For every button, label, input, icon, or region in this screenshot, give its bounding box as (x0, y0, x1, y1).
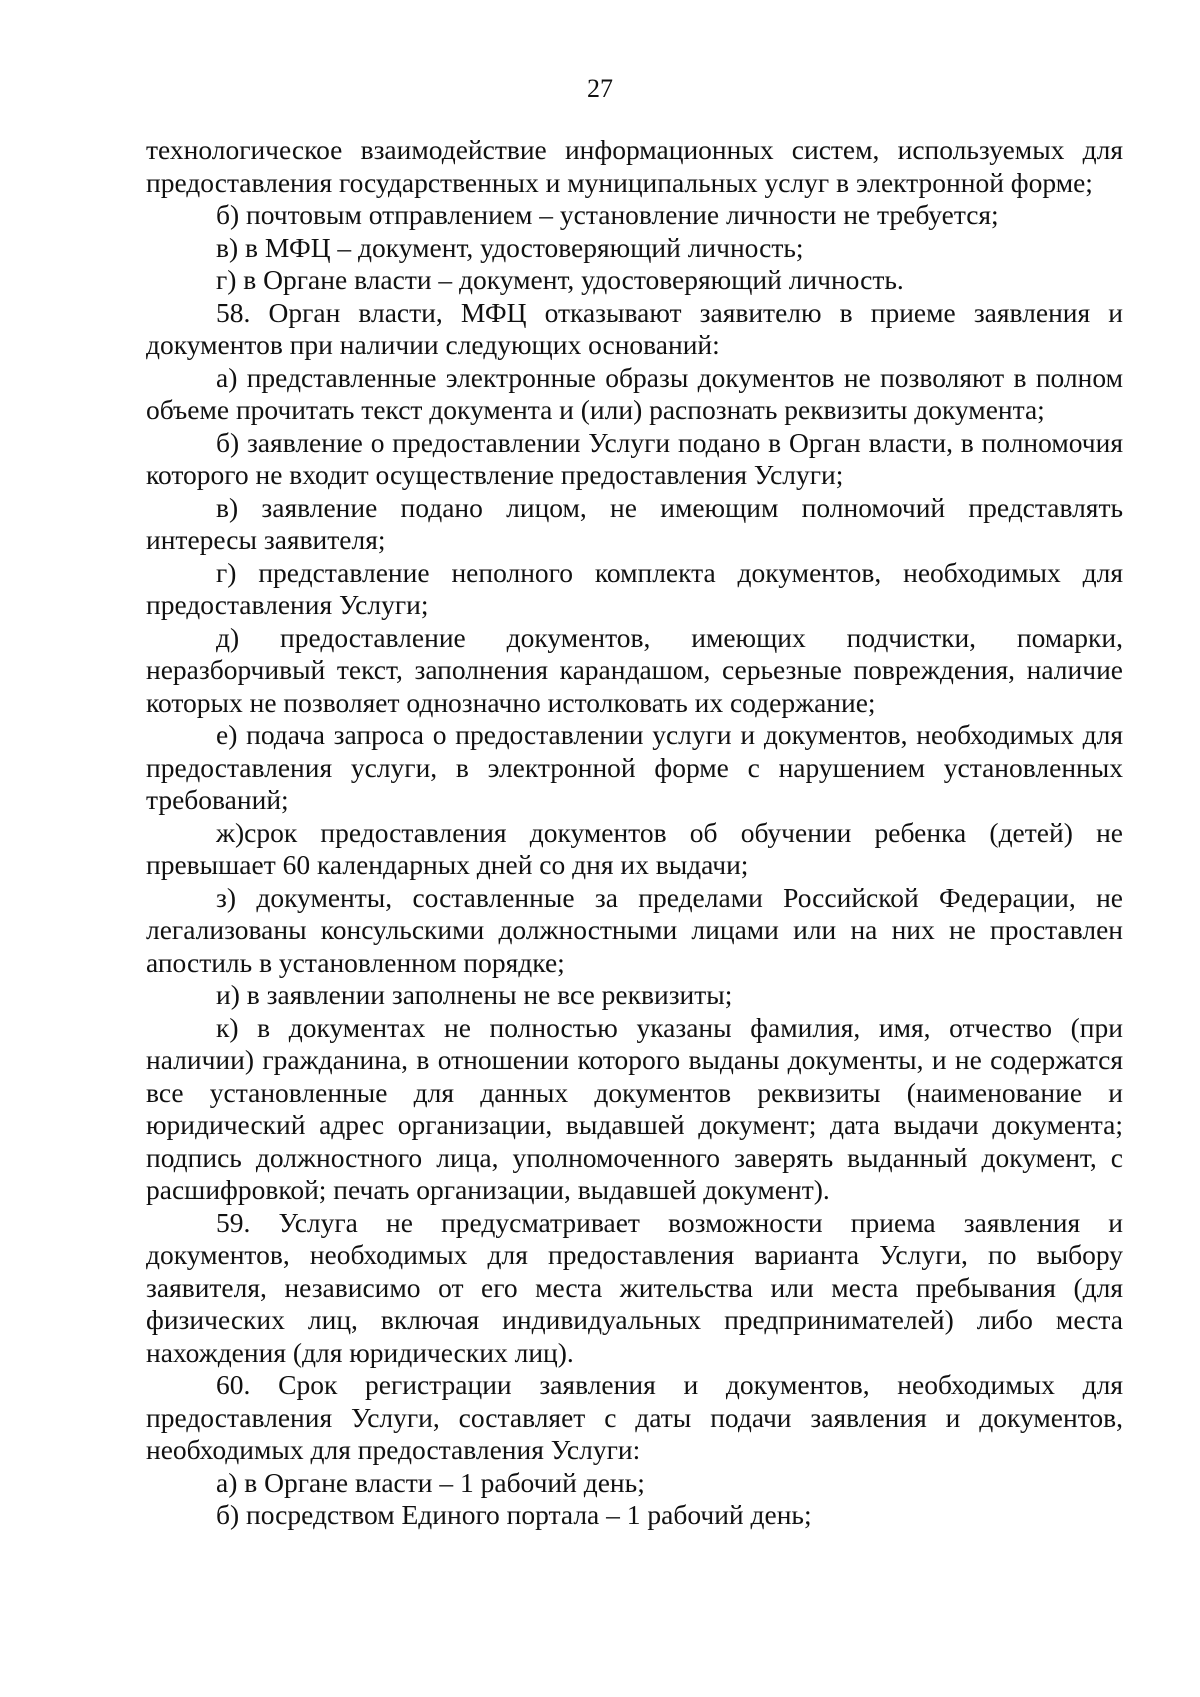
paragraph: 59. Услуга не предусматривает возможности приема заявления и документов, необходимых для предоставления варианта Услуги, по выбору заявителя, независимо от его места жительства или места пребывания (для физических лиц, включая индивидуальных предпринимателей) либо места нахождения (для юридических лиц). (146, 1206, 1123, 1368)
paragraph: к) в документах не полностью указаны фамилия, имя, отчество (при наличии) гражданина, в отношении которого выданы документы, и не содержатся все установленные для данных документов реквизиты (наименование и юридический адрес организации, выдавшей документ; дата выдачи документа; подпись должностного лица, уполномоченного заверять выданный документ, с расшифровкой; печать организации, выдавшей документ). (146, 1011, 1123, 1205)
paragraph: г) представление неполного комплекта документов, необходимых для предоставления Услуги; (146, 556, 1123, 620)
paragraph: а) представленные электронные образы документов не позволяют в полном объеме прочитать текст документа и (или) распознать реквизиты документа; (146, 361, 1123, 425)
paragraph: д) предоставление документов, имеющих подчистки, помарки, неразборчивый текст, заполнения карандашом, серьезные повреждения, наличие которых не позволяет однозначно истолковать их содержание; (146, 621, 1123, 718)
paragraph: 60. Срок регистрации заявления и документов, необходимых для предоставления Услуги, составляет с даты подачи заявления и документов, необходимых для предоставления Услуги: (146, 1369, 1123, 1465)
paragraph: з) документы, составленные за пределами Российской Федерации, не легализованы консульскими должностными лицами или на них не проставлен апостиль в установленном порядке; (146, 881, 1123, 978)
paragraph: ж)срок предоставления документов об обучении ребенка (детей) не превышает 60 календарных дней со дня их выдачи; (146, 816, 1123, 880)
paragraph: а) в Органе власти – 1 рабочий день; (216, 1466, 645, 1498)
paragraph: е) подача запроса о предоставлении услуги и документов, необходимых для предоставления услуги, в электронной форме с нарушением установленных требований; (146, 719, 1123, 815)
document-body (146, 134, 1123, 1532)
paragraph: и) в заявлении заполнены не все реквизиты; (216, 979, 733, 1010)
paragraph: в) заявление подано лицом, не имеющим полномочий представлять интересы заявителя; (146, 491, 1123, 555)
paragraph: б) почтовым отправлением – установление личности не требуется; (216, 199, 999, 230)
paragraph: б) заявление о предоставлении Услуги подано в Орган власти, в полномочия которого не входит осуществление предоставления Услуги; (146, 426, 1123, 490)
paragraph: технологическое взаимодействие информационных систем, используемых для предоставления государственных и муниципальных услуг в электронной форме; (146, 134, 1123, 198)
page-number: 27 (587, 74, 613, 103)
paragraph: г) в Органе власти – документ, удостоверяющий личность. (216, 264, 904, 295)
paragraph: в) в МФЦ – документ, удостоверяющий личность; (216, 231, 804, 263)
paragraph: б) посредством Единого портала – 1 рабочий день; (216, 1499, 812, 1530)
paragraph: 58. Орган власти, МФЦ отказывают заявителю в приеме заявления и документов при наличии следующих оснований: (146, 296, 1123, 360)
